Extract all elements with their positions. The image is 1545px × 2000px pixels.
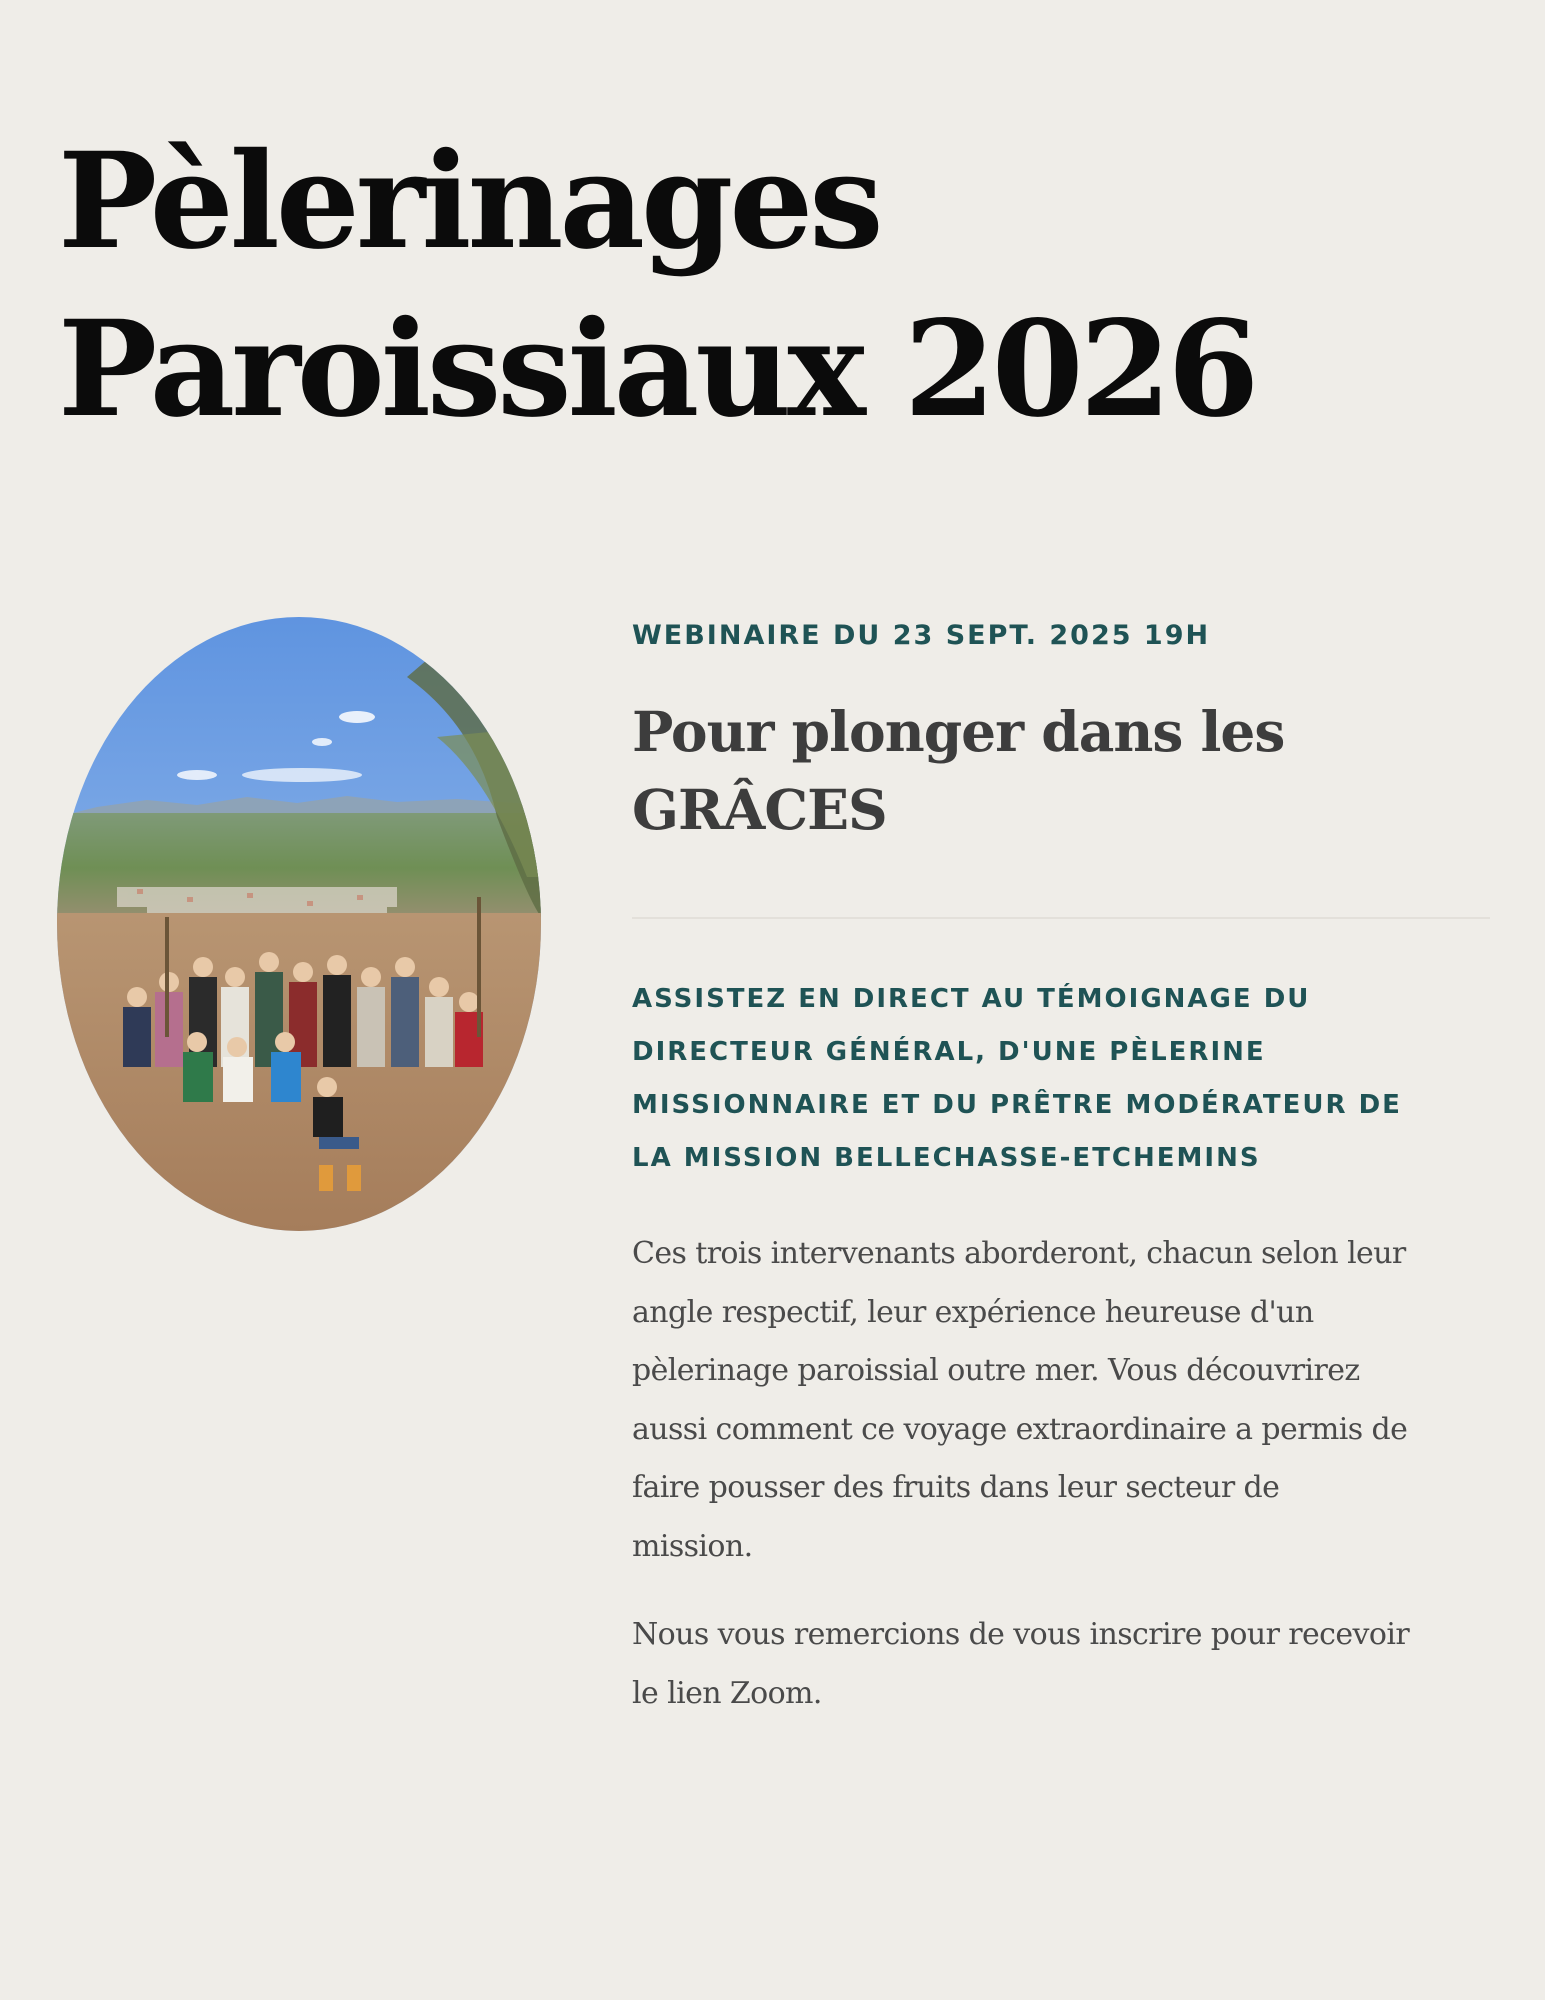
event-heading [632, 693, 1492, 849]
description-paragraph [632, 1225, 1492, 1576]
paragraph-line: aussi comment ce voyage extraordinaire a permis de [632, 1411, 1408, 1447]
paragraph-line: pèlerinage paroissial outre mer. Vous découvrirez [632, 1353, 1360, 1388]
page-title-line-2: Paroissiaux 2026 [58, 292, 1256, 447]
pilgrim-group-photo [57, 617, 541, 1231]
event-heading-line-1: Pour plonger dans les [632, 699, 1285, 764]
registration-paragraph [632, 1606, 1492, 1723]
subheading-line: ASSISTEZ EN DIRECT AU TÉMOIGNAGE DU [632, 984, 1311, 1014]
paragraph-line: le lien Zoom. [632, 1675, 822, 1711]
paragraph-line: Nous vous remercions de vous inscrire pour recevoir [632, 1617, 1410, 1652]
event-details [632, 620, 1492, 1723]
event-date-label: WEBINAIRE DU 23 SEPT. 2025 19H [632, 620, 1211, 651]
subheading-line: DIRECTEUR GÉNÉRAL, D'UNE PÈLERINE [632, 1037, 1266, 1067]
subheading-line: MISSIONNAIRE ET DU PRÊTRE MODÉRATEUR DE [632, 1090, 1402, 1120]
page-title-line-1: Pèlerinages [58, 124, 880, 279]
event-subheading [632, 973, 1492, 1185]
paragraph-line: mission. [632, 1528, 753, 1564]
event-heading-line-2: GRÂCES [632, 777, 887, 842]
page-title [58, 118, 1358, 454]
paragraph-line: angle respectif, leur expérience heureuse d'un [632, 1294, 1314, 1330]
section-divider [632, 917, 1490, 919]
group-photo-icon [57, 617, 541, 1231]
paragraph-line: Ces trois intervenants aborderont, chacun selon leur [632, 1236, 1406, 1271]
subheading-line: LA MISSION BELLECHASSE-ETCHEMINS [632, 1143, 1261, 1173]
paragraph-line: faire pousser des fruits dans leur secteur de [632, 1470, 1280, 1505]
